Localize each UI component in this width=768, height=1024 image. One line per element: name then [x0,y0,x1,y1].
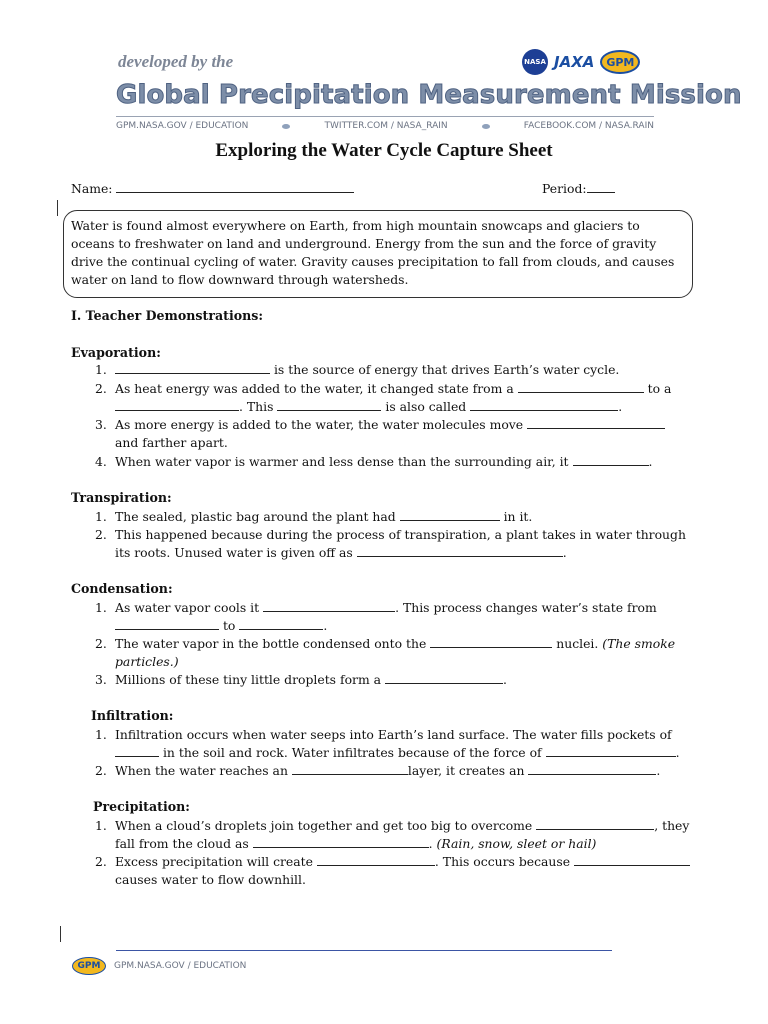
blank[interactable] [527,418,665,429]
blank[interactable] [115,746,159,757]
section-heading: I. Teacher Demonstrations: [71,308,264,323]
nasa-logo: NASA [522,49,548,75]
condensation-item-2: 2. The water vapor in the bottle condensed onto the nuclei. (The smoke [95,636,676,651]
text-cursor [57,200,58,216]
blank[interactable] [470,400,618,411]
condensation-item-1-cont: to . [115,617,327,635]
evaporation-item-1: 1. is the source of energy that drives Earth’s water cycle. [95,362,620,377]
evaporation-item-3-cont: and farther apart. [115,435,228,450]
blank[interactable] [253,837,429,848]
header-links [116,121,654,131]
blank[interactable] [357,546,563,557]
partner-logos [522,48,640,76]
blank[interactable] [115,400,239,411]
header-divider [116,116,654,117]
page-title: Exploring the Water Cycle Capture Sheet [215,140,553,161]
twitter-link[interactable]: TWITTER.COM / NASA_RAIN [324,121,448,131]
blank[interactable] [292,764,408,775]
blank[interactable] [239,619,323,630]
transpiration-heading: Transpiration: [71,490,172,505]
blank[interactable] [115,619,219,630]
period-field[interactable]: Period: [542,180,615,198]
blank[interactable] [263,601,395,612]
education-link[interactable]: GPM.NASA.GOV / EDUCATION [116,121,249,131]
name-blank[interactable] [116,182,354,193]
precipitation-item-2: 2. Excess precipitation will create . This occurs because [95,853,690,871]
developed-by-text: developed by the [118,52,234,71]
blank[interactable] [317,855,435,866]
blank[interactable] [385,673,503,684]
infiltration-item-2: 2. When the water reaches an layer, it creates an . [95,763,661,778]
blank[interactable] [430,637,552,648]
period-blank[interactable] [587,182,615,193]
blank[interactable] [546,746,676,757]
blank[interactable] [574,855,690,866]
precipitation-item-1: 1. When a cloud’s droplets join together and get too big to overcome , they [95,818,690,833]
precipitation-item-1-cont: fall from the cloud as . (Rain, snow, sleet or hail) [115,836,597,851]
blank[interactable] [277,400,381,411]
precipitation-item-2-cont: causes water to flow downhill. [115,872,306,887]
blank[interactable] [518,382,644,393]
infiltration-heading: Infiltration: [91,708,174,723]
evaporation-heading: Evaporation: [71,345,161,360]
blank[interactable] [536,819,654,830]
blank[interactable] [573,455,649,466]
evaporation-item-2-cont: . This is also called . [115,398,622,416]
infiltration-item-1-cont: in the soil and rock. Water infiltrates because of the force of . [115,744,680,762]
raindrop-icon [282,124,290,129]
jaxa-logo: JAXA [554,53,595,71]
evaporation-item-4: 4. When water vapor is warmer and less dense than the surrounding air, it . [95,454,653,469]
blank[interactable] [528,764,656,775]
footer-link[interactable]: GPM.NASA.GOV / EDUCATION [114,961,247,971]
blank[interactable] [115,363,270,374]
infiltration-item-1: 1. Infiltration occurs when water seeps into Earth’s land surface. The water fills pockets of [95,727,672,742]
condensation-heading: Condensation: [71,581,173,596]
intro-box: Water is found almost everywhere on Earth, from high mountain snowcaps and glaciers to oceans to freshwater on land and underground. Energy from the sun and the force of gravity drive the continual cycling of water. Gravity causes precipitation to fall from clouds, and causes water on land to flow downward through watersheds. [63,210,693,298]
mission-banner: Global Precipitation Measurement Mission [116,80,742,110]
raindrop-icon [482,124,490,129]
transpiration-item-2-cont: its roots. Unused water is given off as . [115,545,567,560]
transpiration-item-1: 1. The sealed, plastic bag around the plant had in it. [95,509,533,524]
condensation-item-2-cont: particles.) [115,654,179,669]
footer-divider [116,950,612,951]
evaporation-item-2: 2. As heat energy was added to the water, it changed state from a to a [95,381,672,396]
precipitation-heading: Precipitation: [93,799,190,814]
name-field[interactable]: Name: [71,180,354,198]
footer [72,957,246,975]
gpm-logo: GPM [600,50,640,74]
gpm-logo: GPM [72,957,106,975]
condensation-item-3: 3. Millions of these tiny little droplets form a . [95,672,507,687]
blank[interactable] [400,510,500,521]
facebook-link[interactable]: FACEBOOK.COM / NASA.RAIN [523,121,654,131]
condensation-item-1: 1. As water vapor cools it . This process changes water’s state from [95,600,657,615]
transpiration-item-2: 2. This happened because during the process of transpiration, a plant takes in water through [95,527,686,542]
text-cursor [60,926,61,942]
evaporation-item-3: 3. As more energy is added to the water, the water molecules move [95,416,665,434]
